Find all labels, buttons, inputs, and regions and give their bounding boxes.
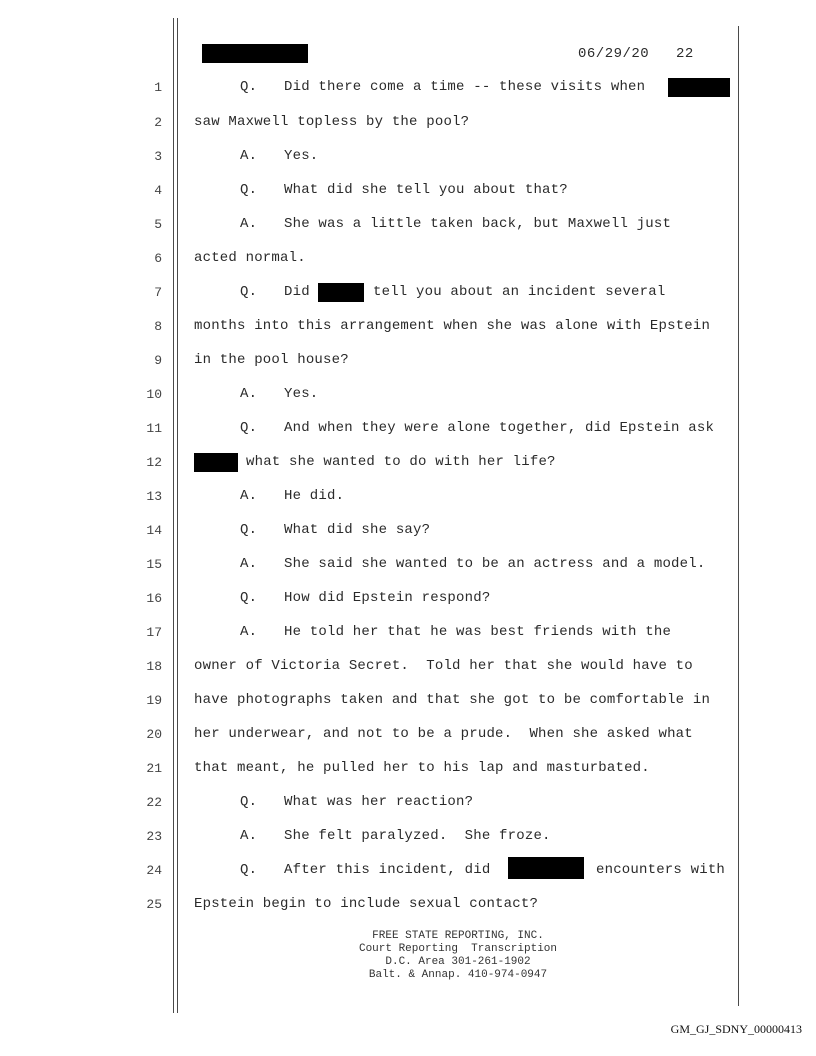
reporter-footer	[300, 930, 616, 982]
line-number: 3	[154, 149, 162, 164]
transcript-text: months into this arrangement when she was alone with Epstein	[194, 318, 711, 334]
transcript-text: in the pool house?	[194, 352, 349, 368]
line-number: 19	[146, 693, 162, 708]
transcript-text: After this incident, did	[284, 862, 491, 878]
transcript-text: acted normal.	[194, 250, 306, 266]
speaker-label: Q.	[240, 794, 258, 810]
footer-dc-phone: D.C. Area 301-261-1902	[385, 956, 531, 968]
header-page-number: 22	[675, 46, 694, 62]
speaker-label: A.	[240, 556, 258, 572]
line-number: 9	[154, 353, 162, 368]
name-redaction	[668, 78, 730, 97]
speaker-label: Q.	[240, 182, 258, 198]
transcript-text: owner of Victoria Secret. Told her that she would have to	[194, 658, 693, 674]
left-margin-rule-inner	[177, 18, 178, 1013]
bates-number: GM_GJ_SDNY_00000413	[670, 1022, 802, 1036]
transcript-text: that meant, he pulled her to his lap and masturbated.	[194, 760, 650, 776]
right-margin-rule	[738, 26, 739, 1006]
header-date: 06/29/20	[578, 46, 650, 62]
line-number: 16	[146, 591, 162, 606]
line-number: 17	[146, 625, 162, 640]
transcript-text: Did	[284, 284, 310, 300]
speaker-label: A.	[240, 828, 258, 844]
transcript-text: have photographs taken and that she got to be comfortable in	[194, 692, 711, 708]
line-number: 21	[146, 761, 162, 776]
transcript-text: Yes.	[284, 148, 319, 164]
transcript-text: And when they were alone together, did Epstein ask	[284, 420, 715, 436]
name-redaction	[194, 453, 238, 472]
line-number: 6	[154, 251, 162, 266]
speaker-label: A.	[240, 386, 258, 402]
speaker-label: Q.	[240, 590, 258, 606]
transcript-text: What did she say?	[284, 522, 431, 538]
transcript-text: He did.	[284, 488, 345, 504]
transcript-text: her underwear, and not to be a prude. When she asked what	[194, 726, 693, 742]
transcript-text: How did Epstein respond?	[284, 590, 491, 606]
line-number: 22	[146, 795, 162, 810]
speaker-label: Q.	[240, 284, 258, 300]
line-number: 12	[146, 455, 162, 470]
footer-services: Court Reporting Transcription	[358, 943, 558, 955]
line-number: 24	[146, 863, 162, 878]
transcript-text: saw Maxwell topless by the pool?	[194, 114, 470, 130]
transcript-text: What did she tell you about that?	[284, 182, 568, 198]
line-number: 4	[154, 183, 162, 198]
transcript-text: She felt paralyzed. She froze.	[284, 828, 551, 844]
speaker-label: Q.	[240, 522, 258, 538]
line-number: 8	[154, 319, 162, 334]
line-number: 5	[154, 217, 162, 232]
speaker-label: A.	[240, 624, 258, 640]
line-number: 13	[146, 489, 162, 504]
line-number: 14	[146, 523, 162, 538]
speaker-label: A.	[240, 488, 258, 504]
transcript-text: encounters with	[596, 862, 726, 878]
line-number: 18	[146, 659, 162, 674]
speaker-label: Q.	[240, 79, 258, 95]
line-number: 1	[154, 80, 162, 95]
line-number: 7	[154, 285, 162, 300]
line-number: 10	[146, 387, 162, 402]
line-number: 2	[154, 115, 162, 130]
transcript-text: He told her that he was best friends with the	[284, 624, 672, 640]
name-redaction	[318, 283, 364, 302]
transcript-text: Did there come a time -- these visits when	[284, 79, 646, 95]
transcript-text: tell you about an incident several	[373, 284, 666, 300]
footer-company: FREE STATE REPORTING, INC.	[372, 930, 544, 942]
left-margin-rule-outer	[173, 18, 174, 1013]
name-redaction	[508, 857, 584, 879]
transcript-text: What was her reaction?	[284, 794, 474, 810]
line-number: 15	[146, 557, 162, 572]
page-header	[578, 46, 694, 62]
line-number: 25	[146, 897, 162, 912]
line-number: 11	[146, 421, 162, 436]
header-redaction	[202, 44, 308, 63]
speaker-label: A.	[240, 148, 258, 164]
transcript-text: Epstein begin to include sexual contact?	[194, 896, 539, 912]
transcript-text: She said she wanted to be an actress and a model.	[284, 556, 706, 572]
transcript-text: She was a little taken back, but Maxwell just	[284, 216, 672, 232]
transcript-text: Yes.	[284, 386, 319, 402]
footer-balt-phone: Balt. & Annap. 410-974-0947	[368, 969, 548, 981]
line-number: 23	[146, 829, 162, 844]
transcript-text: what she wanted to do with her life?	[246, 454, 556, 470]
speaker-label: Q.	[240, 420, 258, 436]
speaker-label: A.	[240, 216, 258, 232]
line-number: 20	[146, 727, 162, 742]
speaker-label: Q.	[240, 862, 258, 878]
